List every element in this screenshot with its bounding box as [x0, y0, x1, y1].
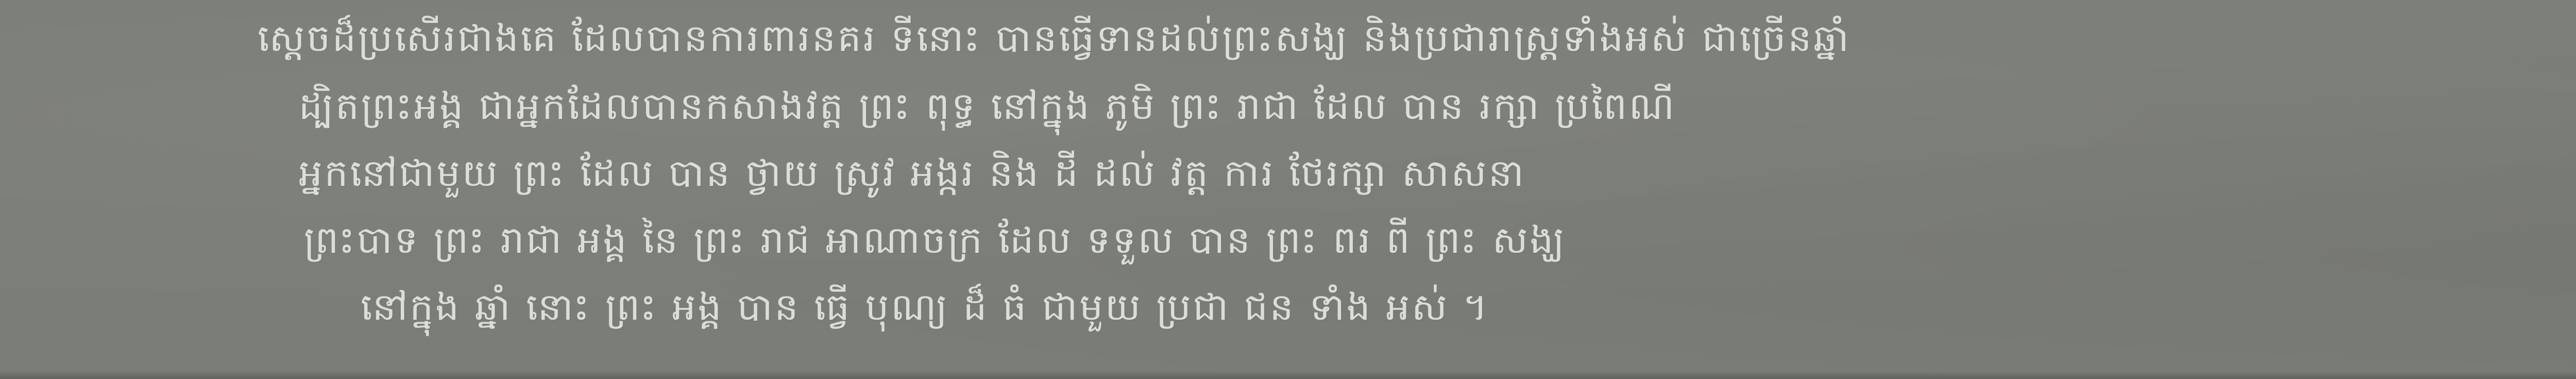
- text-line-1: ស្ដេចដ៏ប្រសើរជាងគេ ដែលបានការពារនគរ ទីនោះ បានធ្វើទានដល់ព្រះសង្ឃ និងប្រជារាស្ត្រទាំងអស់ ជាច្រើនឆ្នាំ: [258, 16, 1851, 60]
- text-line-4: ព្រះបាទ ព្រះ រាជា អង្គ នៃ ព្រះ រាជ អាណាចក្រ ដែល ទទួល បាន ព្រះ ពរ ពី ព្រះ សង្ឃ: [304, 218, 1567, 262]
- text-line-2: ដ្បិតព្រះអង្គ ជាអ្នកដែលបានកសាងវត្ត ព្រះ ពុទ្ធ នៅក្នុង ភូមិ ព្រះ រាជា ដែល បាន រក្សា ប្រពៃណី: [299, 84, 1676, 128]
- text-line-3: អ្នកនៅជាមួយ ព្រះ ដែល បាន ថ្វាយ ស្រូវ អង្ករ និង ដី ដល់ វត្ត ការ ថែរក្សា សាសនា: [299, 151, 1526, 195]
- page-bottom-edge: [0, 371, 2576, 379]
- text-line-5: នៅក្នុង ឆ្នាំ នោះ ព្រះ អង្គ បាន ធ្វើ បុណ្យ ដ៏ ធំ ជាមួយ ប្រជា ជន ទាំង អស់ ។: [361, 285, 1490, 329]
